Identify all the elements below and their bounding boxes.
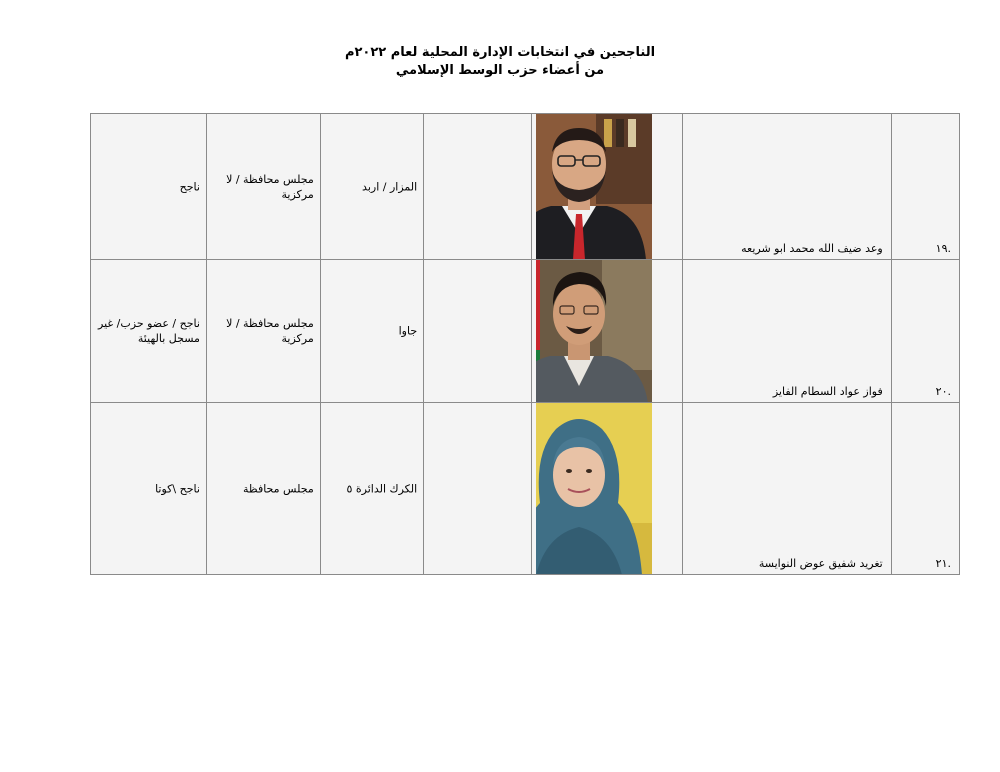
- row-number: .٢٠: [935, 385, 951, 398]
- council-cell: [206, 114, 320, 260]
- candidate-photo: [536, 403, 652, 574]
- council-value: مجلس محافظة / لا مركزية: [226, 172, 314, 201]
- portrait-woman-hijab-icon: [536, 403, 652, 574]
- candidate-name: وعد ضيف الله محمد ابو شريعه: [741, 242, 883, 255]
- extra-cell: [424, 114, 532, 260]
- table-row: [91, 403, 960, 575]
- photo-cell: [531, 114, 682, 260]
- name-cell: [682, 114, 891, 260]
- result-value: ناجح / عضو حزب/ غير مسجل بالهيئة: [98, 317, 200, 345]
- council-value: مجلس محافظة: [243, 482, 314, 495]
- photo-cell: [531, 403, 682, 575]
- results-table: [90, 113, 960, 575]
- result-cell: [91, 260, 207, 403]
- portrait-man-grey-jacket-icon: [536, 260, 652, 402]
- council-cell: [206, 403, 320, 575]
- area-cell: [320, 114, 423, 260]
- council-cell: [206, 260, 320, 403]
- result-value: ناجح: [179, 180, 200, 193]
- row-number-cell: [891, 260, 959, 403]
- row-number: .٢١: [935, 557, 951, 570]
- area-value: المزار / اربد: [362, 180, 418, 193]
- area-cell: [320, 260, 423, 403]
- extra-cell: [424, 260, 532, 403]
- portrait-man-glasses-beard-icon: [536, 114, 652, 259]
- name-cell: [682, 403, 891, 575]
- area-value: جاوا: [398, 324, 418, 338]
- result-value: ناجح \كوتا: [155, 482, 200, 495]
- area-cell: [320, 403, 423, 575]
- result-cell: [91, 114, 207, 260]
- candidate-photo: [536, 260, 652, 402]
- photo-cell: [531, 260, 682, 403]
- title-line-1: الناجحين في انتخابات الإدارة المحلية لعام ٢٠٢٢م: [344, 45, 656, 60]
- row-number: .١٩: [935, 242, 951, 255]
- candidate-name: تغريد شفيق عوض النوايسة: [758, 557, 883, 570]
- candidate-photo: [536, 114, 652, 259]
- name-cell: [682, 260, 891, 403]
- extra-cell: [424, 403, 532, 575]
- result-cell: [91, 403, 207, 575]
- candidate-name: فواز عواد السطام الفايز: [772, 385, 883, 398]
- document-title: [0, 44, 1000, 80]
- area-value: الكرك الدائرة ٥: [346, 482, 418, 495]
- table-row: [91, 260, 960, 403]
- title-line-2: من أعضاء حزب الوسط الإسلامي: [395, 63, 605, 78]
- council-value: مجلس محافظة / لا مركزية: [226, 317, 314, 345]
- table-row: [91, 114, 960, 260]
- row-number-cell: [891, 403, 959, 575]
- row-number-cell: [891, 114, 959, 260]
